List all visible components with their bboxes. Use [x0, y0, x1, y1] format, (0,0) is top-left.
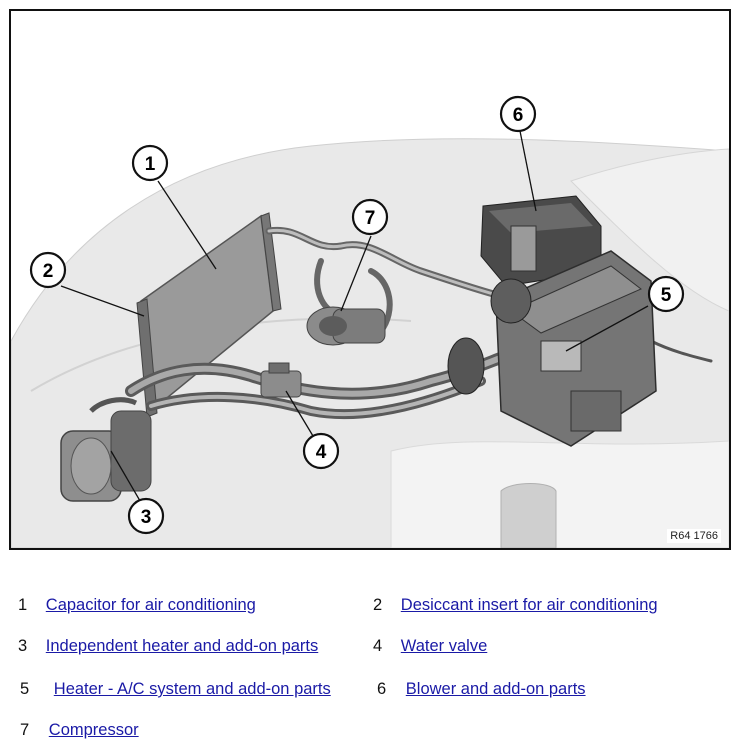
callout-5 — [649, 277, 683, 311]
legend-item-2 — [373, 596, 658, 615]
legend-number: 2 — [373, 596, 383, 614]
callout-3 — [129, 499, 163, 533]
legend-link-blower[interactable]: Blower and add-on parts — [405, 680, 586, 698]
legend-item-6 — [377, 680, 586, 699]
svg-text:2: 2 — [42, 261, 54, 282]
diagram-frame — [9, 9, 731, 550]
svg-text:7: 7 — [364, 208, 376, 229]
legend-item-7 — [20, 721, 139, 740]
legend-item-3 — [18, 637, 318, 656]
svg-text:1: 1 — [144, 154, 156, 175]
callout-1 — [133, 146, 167, 180]
legend-link-desiccant-insert[interactable]: Desiccant insert for air conditioning — [400, 596, 658, 614]
legend-link-water-valve[interactable]: Water valve — [400, 637, 488, 655]
legend-number: 5 — [20, 680, 30, 698]
legend-item-4 — [373, 637, 487, 656]
legend-number: 1 — [18, 596, 28, 614]
reference-code: R64 1766 — [667, 529, 721, 543]
legend-item-5 — [20, 680, 331, 699]
legend-item-1 — [18, 596, 256, 615]
compressor — [307, 307, 385, 345]
callout-7 — [353, 200, 387, 234]
legend-number: 7 — [20, 721, 30, 739]
svg-text:6: 6 — [512, 105, 524, 126]
legend-link-independent-heater[interactable]: Independent heater and add-on parts — [45, 637, 319, 655]
callout-4 — [304, 434, 338, 468]
callout-6 — [501, 97, 535, 131]
seat-shape — [501, 484, 556, 549]
legend-link-heater-ac-system[interactable]: Heater - A/C system and add-on parts — [53, 680, 331, 698]
legend-link-compressor[interactable]: Compressor — [48, 721, 139, 739]
svg-text:3: 3 — [140, 507, 152, 528]
legend-link-capacitor[interactable]: Capacitor for air conditioning — [45, 596, 256, 614]
svg-text:4: 4 — [315, 442, 327, 463]
legend-number: 4 — [373, 637, 383, 655]
callout-2 — [31, 253, 65, 287]
ac-system-illustration — [11, 11, 729, 548]
svg-text:5: 5 — [660, 285, 672, 306]
legend-number: 3 — [18, 637, 28, 655]
legend-number: 6 — [377, 680, 387, 698]
